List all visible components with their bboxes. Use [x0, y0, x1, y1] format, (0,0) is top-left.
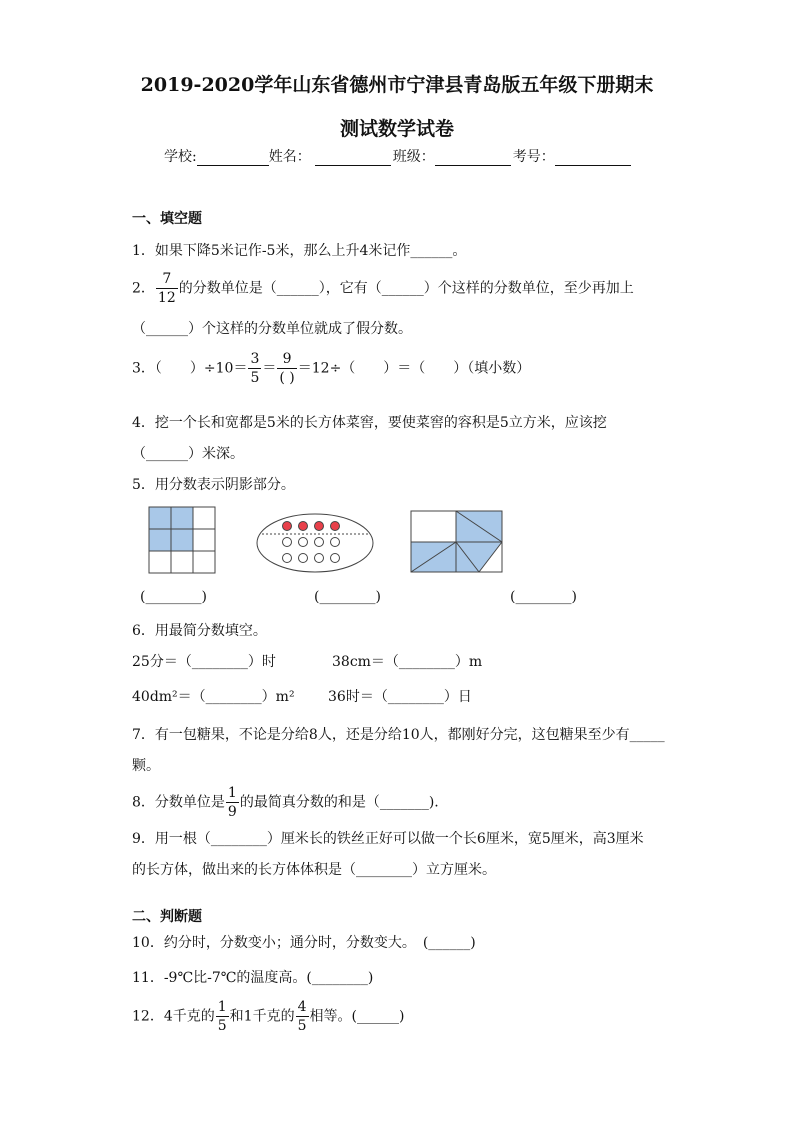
q12-text-c: 相等。(______) [309, 1008, 405, 1025]
question-4-line-2: （______）米深。 [132, 446, 244, 462]
question-7: 7．有一包糖果，不论是分给8人，还是分给10人，都刚好分完，这包糖果至少有_____ [132, 727, 665, 743]
number-field[interactable] [555, 151, 631, 166]
q3-eq: ＝ [262, 360, 277, 377]
red-dot [299, 522, 308, 531]
q12-f2-den: 5 [297, 1018, 307, 1034]
class-field[interactable] [435, 151, 511, 166]
question-11: 11．-9℃比-7℃的温度高。(________) [132, 970, 374, 986]
q5-grid-figure [148, 506, 218, 576]
red-dot [331, 522, 340, 531]
q8-frac-den: 9 [227, 804, 237, 820]
q2-frac-den: 12 [157, 290, 176, 306]
q5-ellipse-figure [256, 512, 376, 574]
name-field[interactable] [315, 151, 391, 166]
q2-text-a: 的分数单位是（______），它有（______）个这样的分数单位，至少再加上 [178, 280, 634, 297]
q6-item-d: 36时＝（________）日 [328, 689, 472, 705]
red-dot [315, 522, 324, 531]
q12-text-a: 12．4千克的 [132, 1008, 215, 1025]
q6-item-c: 40dm²＝（________）m² [132, 689, 295, 705]
question-10: 10．约分时，分数变小；通分时，分数变大。 (______) [132, 935, 476, 951]
q12-f1-num: 1 [217, 999, 227, 1015]
number-label: 考号： [512, 149, 555, 165]
q2-prefix: 2． [132, 280, 155, 297]
q3-f1-den: 5 [250, 370, 260, 386]
q8-fraction [226, 786, 239, 819]
red-dot [283, 522, 292, 531]
q6-item-a: 25分＝（________）时 [132, 654, 276, 670]
q5-blank-1[interactable]: (________) [140, 589, 207, 605]
q3-f2-den: ( ) [279, 370, 295, 386]
q5-blank-3[interactable]: (________) [510, 589, 577, 605]
q2-frac-num: 7 [162, 271, 172, 287]
question-7-line-2: 颗。 [132, 758, 160, 774]
title-line-2: 测试数学试卷 [339, 118, 454, 140]
class-label: 班级： [392, 149, 435, 165]
question-5: 5．用分数表示阴影部分。 [132, 477, 295, 493]
q3-text-b: ＝12÷（ ）＝（ ）（填小数） [297, 360, 531, 377]
q5-triangle-figure [410, 510, 504, 576]
q3-fraction-1 [248, 352, 261, 385]
q3-f1-num: 3 [250, 351, 260, 367]
question-4: 4．挖一个长和宽都是5米的长方体菜窖，要使菜窖的容积是5立方米，应该挖 [132, 415, 607, 431]
q6-item-b: 38cm＝（________）m [332, 654, 483, 670]
section-true-false: 二、判断题 [132, 909, 202, 925]
question-6: 6．用最简分数填空。 [132, 623, 267, 639]
school-label: 学校: [164, 149, 197, 165]
q12-f2-num: 4 [297, 999, 307, 1015]
q2-fraction [156, 272, 178, 305]
question-8 [132, 786, 439, 819]
question-1: 1．如果下降5米记作-5米，那么上升4米记作______。 [132, 243, 467, 259]
q12-fraction-2 [296, 1000, 309, 1033]
q3-text-a: 3．（ ）÷10＝ [132, 360, 248, 377]
q12-text-b: 和1千克的 [229, 1008, 295, 1025]
question-9: 9．用一根（________）厘米长的铁丝正好可以做一个长6厘米，宽5厘米，高3厘米 [132, 831, 644, 847]
question-9-line-2: 的长方体，做出来的长方体体积是（________）立方厘米。 [132, 862, 496, 878]
question-12 [132, 1000, 404, 1033]
title-line-1: 2019-2020学年山东省德州市宁津县青岛版五年级下册期末 [140, 74, 654, 96]
question-3 [132, 352, 530, 385]
q8-frac-num: 1 [227, 785, 237, 801]
q8-text-b: 的最简真分数的和是（_______). [239, 794, 439, 811]
q5-blank-2[interactable]: (________) [314, 589, 381, 605]
q12-fraction-1 [216, 1000, 229, 1033]
q8-text-a: 8．分数单位是 [132, 794, 225, 811]
info-line [164, 146, 631, 166]
question-2-line-2: （______）个这样的分数单位就成了假分数。 [132, 321, 412, 337]
q3-fraction-2 [277, 352, 296, 385]
question-2 [132, 272, 634, 305]
q12-f1-den: 5 [217, 1018, 227, 1034]
name-label: 姓名： [268, 149, 311, 165]
school-field[interactable] [197, 151, 269, 166]
q3-f2-num: 9 [282, 351, 292, 367]
section-fill-in: 一、填空题 [132, 211, 202, 227]
